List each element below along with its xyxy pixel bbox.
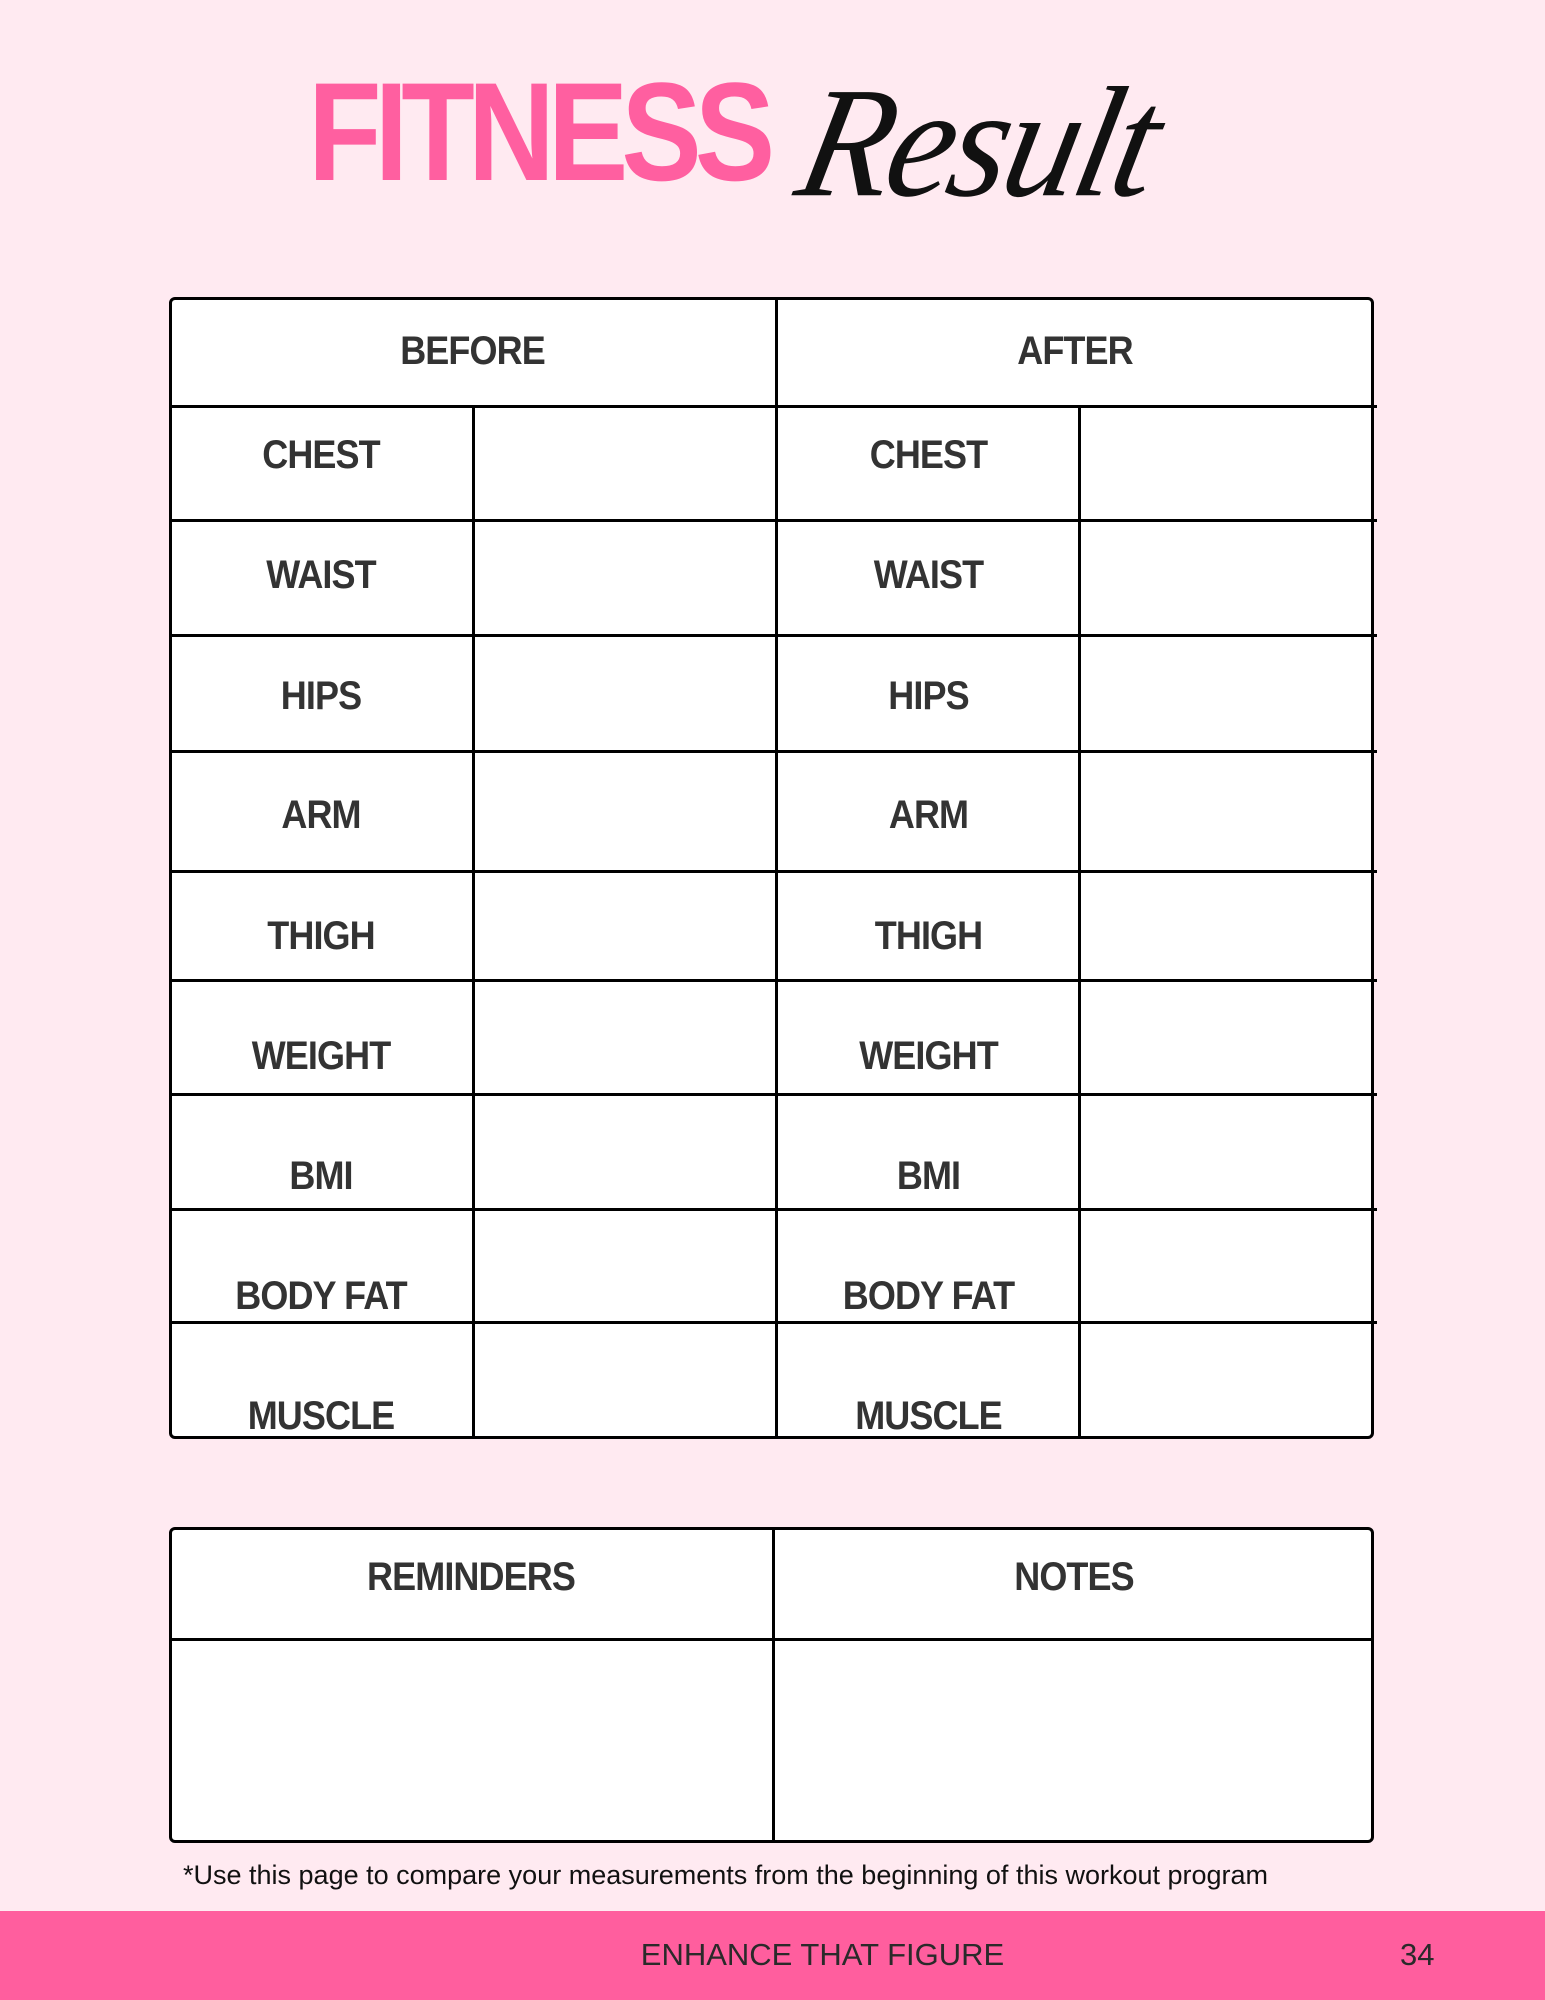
after-label-arm: ARM [888, 793, 969, 837]
before-label-waist: WAIST [266, 553, 376, 597]
before-value-body-fat[interactable] [476, 1212, 775, 1321]
title-result-script: Result [784, 55, 1173, 230]
notes-header: NOTES [1014, 1555, 1134, 1599]
before-label-bmi: BMI [289, 1154, 353, 1198]
before-label-muscle: MUSCLE [247, 1394, 395, 1438]
before-value-muscle[interactable] [476, 1325, 775, 1436]
reminders-header: REMINDERS [367, 1555, 575, 1599]
notes-area[interactable] [776, 1642, 1370, 1838]
after-label-chest: CHEST [869, 433, 988, 477]
after-value-muscle[interactable] [1082, 1325, 1370, 1436]
before-value-bmi[interactable] [476, 1097, 775, 1208]
after-label-muscle: MUSCLE [855, 1394, 1002, 1438]
footer-brand: ENHANCE THAT FIGURE [640, 1937, 1005, 1972]
row-divider [169, 870, 1377, 873]
title-fitness: FITNESS [308, 53, 769, 210]
row-divider [169, 519, 1377, 522]
row-divider [169, 750, 1377, 753]
before-value-chest[interactable] [476, 409, 775, 519]
after-label-thigh: THIGH [874, 914, 983, 958]
before-label-weight: WEIGHT [251, 1034, 391, 1078]
before-label-hips: HIPS [280, 674, 362, 718]
after-label-hips: HIPS [888, 674, 969, 718]
after-value-arm[interactable] [1082, 754, 1370, 870]
after-value-chest[interactable] [1082, 409, 1370, 519]
after-value-thigh[interactable] [1082, 874, 1370, 979]
before-header: BEFORE [400, 329, 545, 373]
after-label-body-fat: BODY FAT [842, 1274, 1015, 1318]
footnote: *Use this page to compare your measurements from the beginning of this workout program [183, 1860, 1269, 1890]
reminders-notes-divider [772, 1527, 775, 1843]
before-label-body-fat: BODY FAT [235, 1274, 407, 1318]
before-value-hips[interactable] [476, 638, 775, 750]
before-value-thigh[interactable] [476, 874, 775, 979]
before-after-divider [775, 297, 778, 1439]
after-value-hips[interactable] [1082, 638, 1370, 750]
after-value-waist[interactable] [1082, 523, 1370, 634]
reminders-area[interactable] [173, 1642, 771, 1838]
after-header: AFTER [1017, 329, 1133, 373]
before-value-waist[interactable] [476, 523, 775, 634]
after-value-bmi[interactable] [1082, 1097, 1370, 1208]
after-label-weight: WEIGHT [859, 1034, 998, 1078]
before-value-weight[interactable] [476, 983, 775, 1093]
before-value-arm[interactable] [476, 754, 775, 870]
after-label-waist: WAIST [873, 553, 984, 597]
after-label-bmi: BMI [896, 1154, 961, 1198]
row-divider [169, 634, 1377, 637]
row-divider [169, 1321, 1377, 1324]
row-divider [169, 979, 1377, 982]
before-label-thigh: THIGH [267, 914, 375, 958]
before-label-chest: CHEST [262, 433, 380, 477]
after-value-weight[interactable] [1082, 983, 1370, 1093]
after-value-body-fat[interactable] [1082, 1212, 1370, 1321]
table-header-divider [169, 405, 1377, 408]
page-number: 34 [1400, 1937, 1435, 1972]
row-divider [169, 1093, 1377, 1096]
row-divider [169, 1208, 1377, 1211]
before-label-divider [472, 406, 475, 1439]
after-label-divider [1078, 406, 1081, 1439]
before-label-arm: ARM [281, 793, 361, 837]
